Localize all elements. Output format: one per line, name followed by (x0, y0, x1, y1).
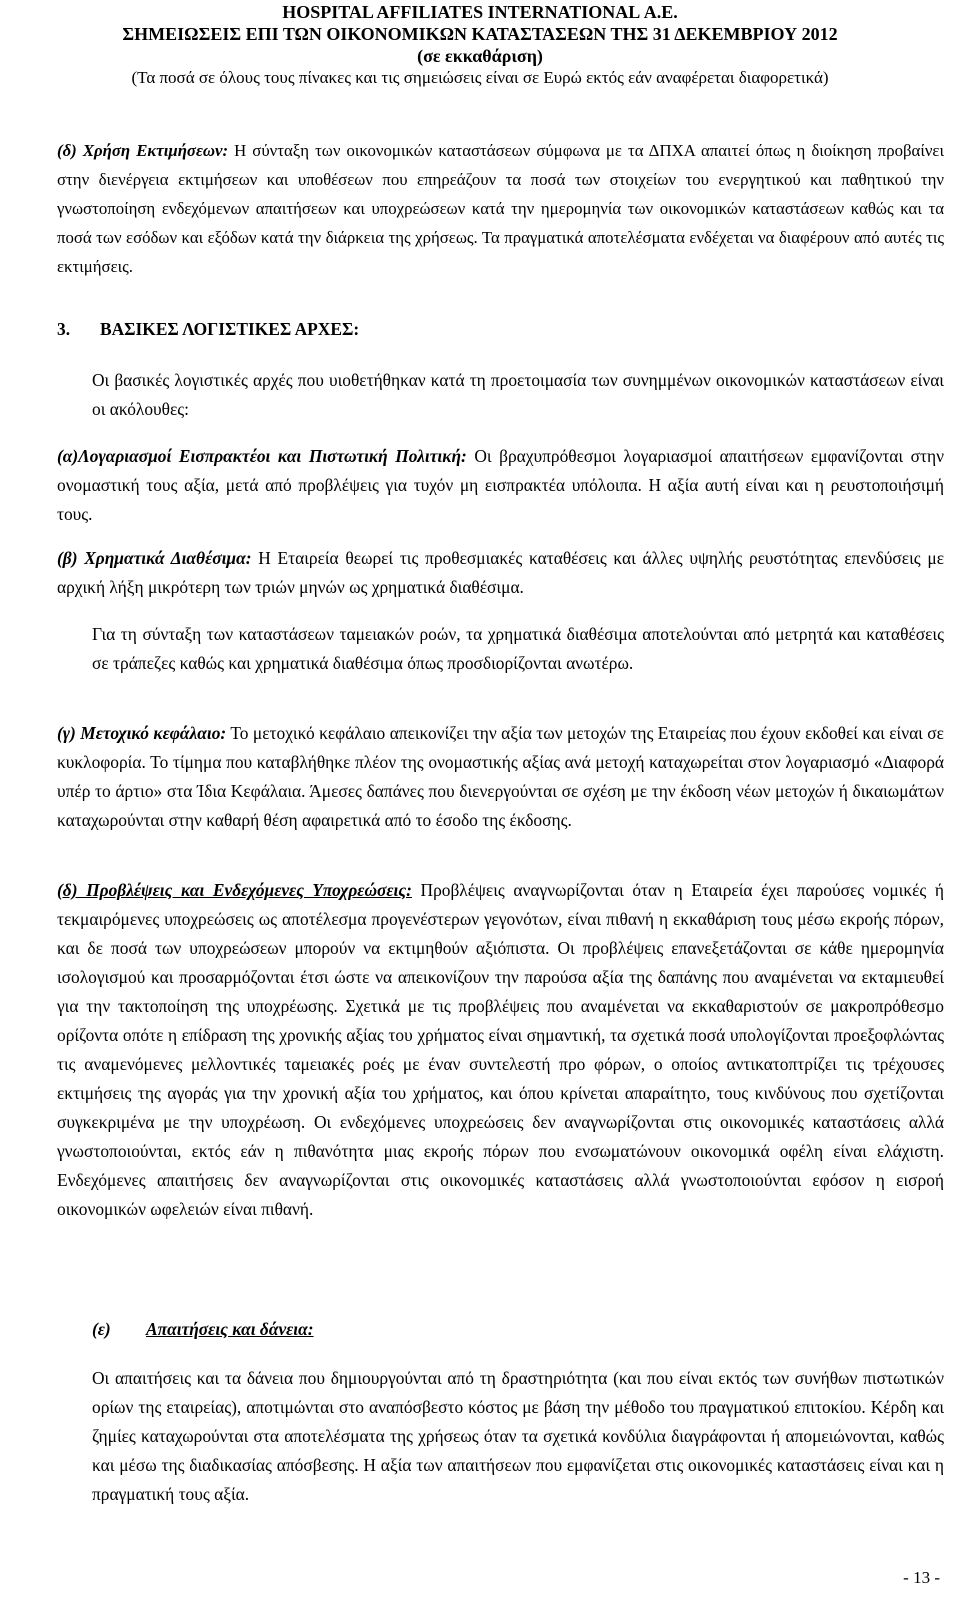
section-cash-text2: Για τη σύνταξη των καταστάσεων ταμειακών ροών, τα χρηματικά διαθέσιμα αποτελούνται από μετρητά και καταθέσεις σε τράπεζες καθώς και χρηματικά διαθέσιμα όπως προσδιορίζονται ανωτέρω. (92, 624, 944, 673)
currency-note: (Τα ποσά σε όλους τους πίνακες και τις σημειώσεις είναι σε Ευρώ εκτός εάν αναφέρεται διαφορετικά) (131, 68, 829, 87)
section-estimates-text: Η σύνταξη των οικονομικών καταστάσεων σύμφωνα με τα ΔΠΧΑ απαιτεί όπως η διοίκηση προβαίνει στην διενέργεια εκτιμήσεων και υποθέσεων που επηρεάζουν τα ποσά των στοιχείων του ενεργητικού και παθητικού την γνωστοποίηση ενδεχόμενων απαιτήσεων και υποχρεώσεων κατά την ημερομηνία των οικονομικών καταστάσεων καθώς και τα ποσά των εσόδων και εξόδων κατά την διάρκεια της χρήσεως. Τα πραγματικά αποτελέσματα ενδέχεται να διαφέρουν από αυτές τις εκτιμήσεις. (57, 141, 944, 276)
document-title: ΣΗΜΕΙΩΣΕΙΣ ΕΠΙ ΤΩΝ ΟΙΚΟΝΟΜΙΚΩΝ ΚΑΤΑΣΤΑΣΕΩΝ ΤΗΣ 31 ΔΕΚΕΜΒΡΙΟΥ 2012 (122, 24, 838, 44)
section-provisions-text: Προβλέψεις αναγνωρίζονται όταν η Εταιρεία έχει παρούσες νομικές ή τεκμαιρόμενες υποχρεώσεις ως αποτέλεσμα προγενέστερων γεγονότων, είναι πιθανή η εκκαθάριση τους μέσω εκροής πόρων, και δε ποσά των υποχρεώσεων μπορούν να εκτιμηθούν αξιόπιστα. Οι προβλέψεις επανεξετάζονται σε κάθε ημερομηνία ισολογισμού και προσαρμόζονται έτσι ώστε να απεικονίζουν την παρούσα αξία της δαπάνης που αναμένεται να εκταμιευθεί για την τακτοποίηση της υποχρέωσης. Σχετικά με τις προβλέψεις που αναμένεται να εκκαθαριστούν σε μακροπρόθεσμο ορίζοντα οπότε η επίδραση της χρονικής αξίας του χρήματος είναι σημαντική, τα σχετικά ποσά υπολογίζονται προεξοφλώντας τις αναμενόμενες μελλοντικές ταμειακές ροές με έναν συντελεστή προ φόρων, ο οποίος αντικατοπτρίζει τις τρέχουσες εκτιμήσεις της αγοράς για την χρονική αξία του χρήματος, και όπου κρίνεται απαραίτητο, τους κινδύνους που σχετίζονται συγκεκριμένα με την υποχρέωση. Οι ενδεχόμενες υποχρεώσεις δεν αναγνωρίζονται στις οικονομικές καταστάσεις αλλά γνωστοποιούνται, εκτός εάν η πιθανότητα μιας εκροής πόρων που ενσωματώνουν οικονομικά οφέλη είναι ελάχιστη. Ενδεχόμενες απαιτήσεις δεν αναγνωρίζονται στις οικονομικές καταστάσεις αλλά γνωστοποιούνται εφόσον η εισροή οικονομικών ωφελειών είναι πιθανή. (57, 880, 944, 1219)
section-estimates (57, 136, 944, 281)
section3-intro: Οι βασικές λογιστικές αρχές που υιοθετήθηκαν κατά τη προετοιμασία των συνημμένων οικονομικών καταστάσεων είναι οι ακόλουθες: (92, 370, 944, 419)
section-share-capital-label: (γ) Μετοχικό κεφάλαιο: (57, 723, 227, 743)
section-receivables-text: Οι βραχυπρόθεσμοι λογαριασμοί απαιτήσεων εμφανίζονται στην ονομαστική τους αξία, μετά από προβλέψεις για τυχόν μη εισπρακτέα υπόλοιπα. Η αξία αυτή είναι και η ρευστοποιήσιμή τους. (57, 446, 944, 524)
section-estimates-label: (δ) Χρήση Εκτιμήσεων: (57, 141, 229, 160)
section-receivables-label: (α)Λογαριασμοί Εισπρακτέοι και Πιστωτική Πολιτική: (57, 446, 467, 466)
section-share-capital-text: Το μετοχικό κεφάλαιο απεικονίζει την αξία των μετοχών της Εταιρείας που έχουν εκδοθεί και είναι σε κυκλοφορία. Το τίμημα που καταβλήθηκε πλέον της ονομαστικής αξίας ανά μετοχή καταχωρείται στον λογαριασμό «Διαφορά υπέρ το άρτιο» στα Ίδια Κεφάλαια. Άμεσες δαπάνες που διενεργούνται σε σχέση με την έκδοση νέων μετοχών ή δικαιωμάτων καταχωρούνται στην καθαρή θέση αφαιρετικά από το έσοδο της έκδοσης. (57, 723, 944, 830)
section3-title: ΒΑΣΙΚΕΣ ΛΟΓΙΣΤΙΚΕΣ ΑΡΧΕΣ: (100, 319, 360, 339)
section3-number: 3. (57, 319, 71, 339)
company-name: HOSPITAL AFFILIATES INTERNATIONAL Α.Ε. (282, 2, 678, 22)
section-loans-title: Απαιτήσεις και δάνεια: (146, 1319, 314, 1339)
section-receivables (57, 442, 944, 529)
section-loans-number: (ε) (92, 1319, 111, 1339)
section-share-capital (57, 719, 944, 835)
section-cash (57, 544, 944, 602)
section-cash-text: Η Εταιρεία θεωρεί τις προθεσμιακές καταθέσεις και άλλες υψηλής ρευστότητας επενδύσεις με αρχική λήξη μικρότερη των τριών μηνών ως χρηματικά διαθέσιμα. (57, 548, 944, 597)
section-provisions-label: (δ) Προβλέψεις και Ενδεχόμενες Υποχρεώσεις: (57, 880, 412, 900)
section-loans-text: Οι απαιτήσεις και τα δάνεια που δημιουργούνται από τη δραστηριότητα (και που είναι εκτός των συνήθων πιστωτικών ορίων της εταιρείας), αποτιμώνται στο αναπόσβεστο κόστος με βάση την μέθοδο του πραγματικού επιτοκίου. Κέρδη και ζημίες καταχωρούνται στα αποτελέσματα της χρήσεως όταν τα σχετικά κονδύλια διαγράφονται ή απομειώνονται, καθώς και μέσω της διαδικασίας απόσβεσης. Η αξία των απαιτήσεων που εμφανίζεται στις οικονομικές καταστάσεις είναι και η πραγματική τους αξία. (92, 1368, 944, 1504)
liquidation-status: (σε εκκαθάριση) (417, 46, 543, 66)
section-cash-label: (β) Χρηματικά Διαθέσιμα: (57, 548, 252, 568)
page-number: - 13 - (903, 1568, 940, 1587)
section-provisions (57, 876, 944, 1224)
